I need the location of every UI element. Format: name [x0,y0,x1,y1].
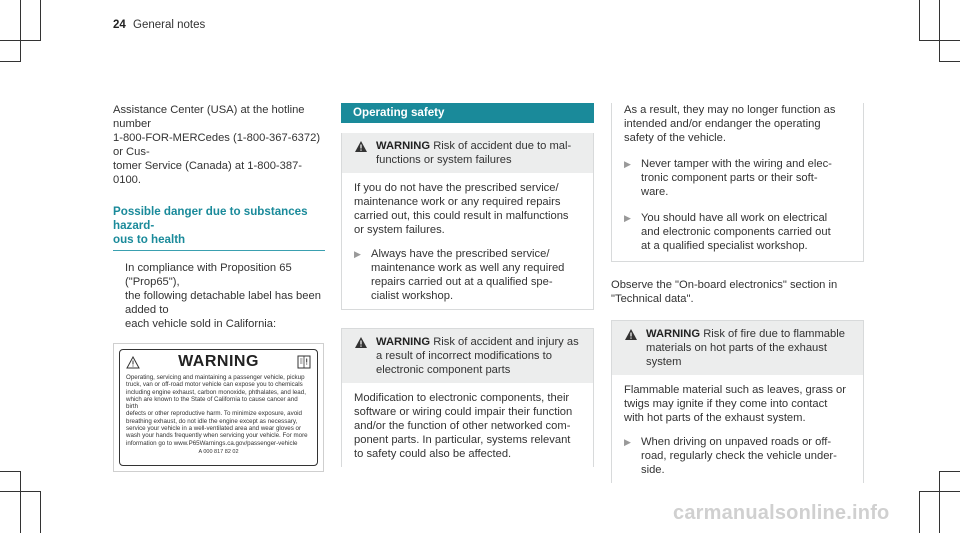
crop-mark [919,491,920,533]
arrow-icon: ▶ [624,213,631,223]
subsection-heading: Possible danger due to substances hazard- ous to health [113,205,308,246]
list-item: ▶ You should have all work on electrical and electronic components carried out at a qualified specialist workshop. [624,212,831,252]
crop-mark [940,471,960,472]
warning-body: Flammable material such as leaves, grass or twigs may ignite if they come into contact with hot parts of the exhaust system. [624,384,846,424]
warning-box-1: WARNING Risk of accident due to mal- functions or system failures If you do not have the prescribed service/ maintenance work or any required repairs carried out, this could result in malfunctions or system failures. ▶ Always have the prescribed service/ maintenance work as well any required repairs carried out at a qualified spe- cialist workshop. [341,133,594,310]
warning-box-2-continued [611,103,864,262]
crop-mark [40,491,41,533]
crop-mark [939,0,940,62]
warning-body: Modification to electronic components, their software or wiring could impair their function and/or the function of other networked com- ponent parts. In particular, systems relevant to safety could also be affected. [354,392,573,460]
heading-rule [113,250,325,251]
warning-body: If you do not have the prescribed service/ maintenance work or any required repairs carried out, this could result in malfunctions or system failures. [354,182,569,236]
warning-triangle-icon [624,328,638,341]
section-name: General notes [133,19,206,31]
list-item: ▶ Never tamper with the wiring and elec- tronic component parts or their soft- ware. [624,158,832,198]
warning-box-2: WARNING Risk of accident and injury as a result of incorrect modifications to electronic component parts Modification to electronic components, their software or wiring could impair their function and/or the function of other networked com- ponent parts. In particular, systems relevant to safety could also be affected. [341,328,594,467]
warning-label: WARNING [376,336,431,348]
warning-label-title: WARNING [178,353,259,370]
warning-body-continued: As a result, they may no longer function as intended and/or endanger the operating safety of the vehicle. [624,104,836,144]
crop-mark [939,471,940,533]
warning-triangle-icon [126,356,140,369]
observe-paragraph: Observe the "On-board electronics" section in "Technical data". [611,279,838,305]
intro-paragraph: Assistance Center (USA) at the hotline number 1-800-FOR-MERCedes (1-800-367-6372) or Cus- tomer Service (Canada) at 1-800-387-0100. [113,104,321,186]
section-title: Operating safety [341,103,594,123]
prop65-paragraph: In compliance with Proposition 65 ("Prop65"), the following detachable label has been added to each vehicle sold in California: [125,262,321,330]
column-2 [341,103,594,467]
warning-triangle-icon [354,336,368,349]
crop-mark [40,0,41,41]
arrow-icon: ▶ [354,249,361,259]
crop-mark [0,61,20,62]
warning-label-frame [119,349,318,466]
column-3 [611,103,864,483]
watermark: carmanualsonline.info [673,502,890,524]
crop-mark [20,0,21,62]
list-item: ▶ Always have the prescribed service/ maintenance work as well any required repairs carried out at a qualified spe- cialist workshop. [354,248,565,302]
arrow-icon: ▶ [624,159,631,169]
list-item: ▶ When driving on unpaved roads or off- road, regularly check the vehicle under- side. [624,436,837,476]
warning-label: WARNING [376,140,431,152]
crop-mark [0,471,20,472]
column-1 [113,103,325,472]
warning-box-3: WARNING Risk of fire due to flammable materials on hot parts of the exhaust system Flammable material such as leaves, grass or twigs may ignite if they come into contact with hot parts of the exhaust system. ▶ When driving on unpaved roads or off- road, regularly check the vehicle under- side. [611,320,864,483]
warning-label: WARNING [646,328,701,340]
warning-triangle-icon [354,140,368,153]
page-number: 24 [113,19,126,31]
warning-label-code: A 000 817 82 02 [198,448,239,455]
manual-book-icon [297,355,311,369]
warning-label-text: Operating, servicing and maintaining a passenger vehicle, pickup truck, van or off-road motor vehicle can expose you to chemicals including engine exhaust, carbon monoxide, phthalates, and lead, which are known to the State of California to cause cancer and birth defects or other reproductive harm. To minimize exposure, avoid breathing exhaust, do not idle the engine except as necessary, service your vehicle in a well-ventilated area and wear gloves or wash your hands frequently when servicing your vehicle. For more information go to www.P65Warnings.ca.gov/passenger-vehicle [126,374,308,447]
prop65-warning-label [113,343,324,472]
arrow-icon: ▶ [624,437,631,447]
crop-mark [940,61,960,62]
crop-mark [919,0,920,41]
crop-mark [20,471,21,533]
